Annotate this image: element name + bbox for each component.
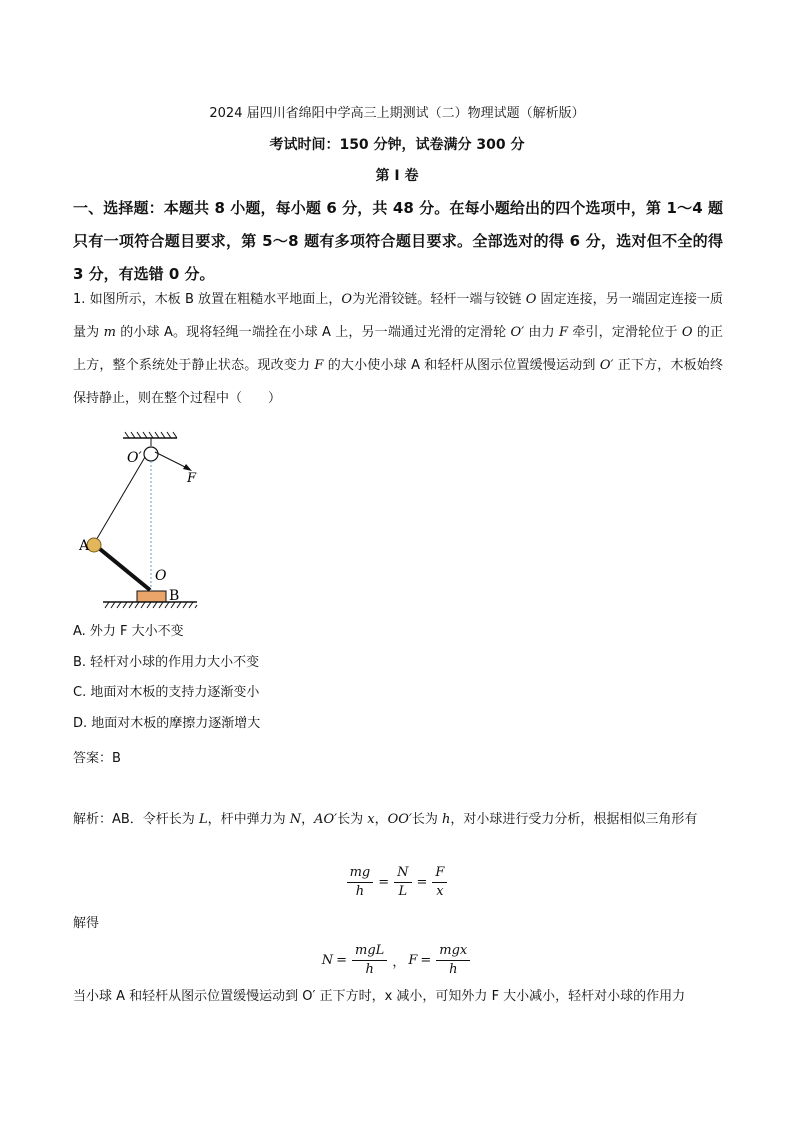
exam-info: 考试时间：150 分钟，试卷满分 300 分 bbox=[269, 137, 525, 153]
analysis-text: 解析：AB．令杆长为 L，杆中弹力为 N，AO′长为 x，OO′长为 h，对小球进行受力分析，根据相似三角形有 bbox=[73, 812, 698, 827]
option-c: C. 地面对木板的支持力逐渐变小 bbox=[73, 685, 260, 700]
volume-label: 第 I 卷 bbox=[375, 168, 419, 184]
label-a: A bbox=[79, 538, 90, 554]
physics-diagram bbox=[79, 432, 223, 612]
label-o: O bbox=[155, 568, 167, 584]
label-f: F bbox=[187, 471, 197, 486]
solve-label: 解得 bbox=[73, 916, 100, 931]
equation-solution: N = $\frac{\text{mgL}}{h}$ ， F = $\frac{\text{mgx}}{h}$ bbox=[0, 942, 794, 980]
question-1-stem: 1. 如图所示，木板 B 放置在粗糙水平地面上，O为光滑铰链。轻杆一端与铰链 O 固定连接，另一端固定连接一质量为 m 的小球 A。现将轻绳一端拴在小球 A 上，另一端通过光滑的定滑轮 O′ 由力 F 牵引，定滑轮位于 O 的正上方，整个系统处于静止状态。现改变力 F 的大小使小球 A 和轻杆从图示位置缓慢运动到 O′ 正下方，木板始终保持静止，则在整个过程中（ ） bbox=[73, 292, 724, 406]
pulley bbox=[144, 447, 158, 461]
label-b: B bbox=[169, 588, 180, 604]
board-b bbox=[137, 591, 166, 602]
equation-similar-triangles: $\frac{mg}{h}$ = $\frac{N}{L}$ = $\frac{F}{x}$ bbox=[0, 864, 794, 910]
page-title: 2024 届四川省绵阳中学高三上期测试（二）物理试题（解析版） bbox=[209, 106, 585, 121]
section-heading: 一、选择题：本题共 8 小题，每小题 6 分，共 48 分。在每小题给出的四个选项中，第 1～4 题只有一项符合题目要求，第 5～8 题有多项符合题目要求。全部选对的得 6 分，选对但不全的得 3 分，有选错 0 分。 bbox=[73, 199, 723, 283]
option-a: A. 外力 F 大小不变 bbox=[73, 624, 184, 639]
analysis-conclusion: 当小球 A 和轻杆从图示位置缓慢运动到 O′ 正下方时，x 减小，可知外力 F 大小减小，轻杆对小球的作用力 bbox=[73, 989, 686, 1004]
option-b: B. 轻杆对小球的作用力大小不变 bbox=[73, 655, 260, 670]
answer: 答案：B bbox=[73, 751, 121, 766]
label-o-prime: O′ bbox=[127, 450, 142, 466]
option-d: D. 地面对木板的摩擦力逐渐增大 bbox=[73, 716, 261, 731]
